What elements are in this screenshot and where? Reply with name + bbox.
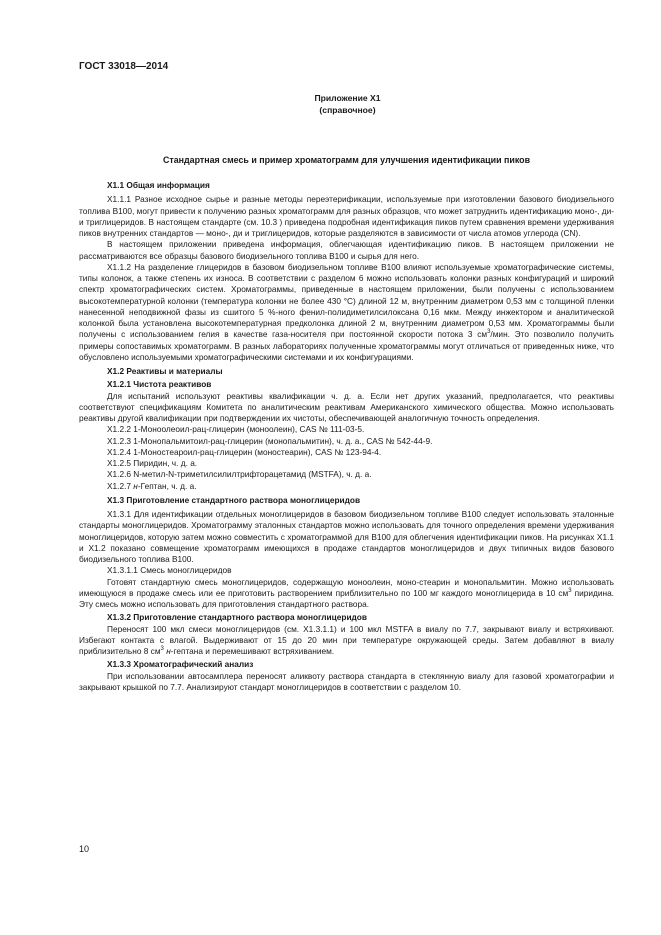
appendix-header <box>0 92 661 116</box>
list-item: Х1.2.5 Пиридин, ч. д. а. <box>107 458 198 468</box>
heading-x1-2: Х1.2 Реактивы и материалы <box>107 366 223 376</box>
list-item: Х1.2.6 N-метил-N-триметилсилилтрифторацетамид (MSTFA), ч. д. а. <box>107 469 372 480</box>
list-item: Х1.2.7 н-Гептан, ч. д. а. <box>107 480 197 491</box>
appendix-type: (справочное) <box>319 105 376 115</box>
list-item: Х1.2.4 1-Моностеароил-рац-глицерин (моностеарин), CAS № 123-94-4. <box>107 446 382 457</box>
heading-x1-1: Х1.1 Общая информация <box>107 180 210 190</box>
paragraph-x1-3-3: При использовании автосамплера переносят аликвоту раствора стандарта в стеклянную виалу для газовой хроматографии и закрывают крышкой по 7.7. Анализируют стандарт моноглицеридов в соответствии с разделом 10. <box>79 670 614 692</box>
document-code: ГОСТ 33018—2014 <box>79 61 169 72</box>
heading-x1-3: Х1.3 Приготовление стандартного раствора моноглицеридов <box>107 494 361 505</box>
paragraph-x1-3-1: Х1.3.1 Для идентификации отдельных моноглицеридов в базовом биодизельном топливе В100 следует использовать эталонные стандарты моноглицеридов. Хроматограмму эталонных стандартов можно использовать для точного определения времени удерживания моноглицеридов, которую затем можно совместить с хроматограммой для В100 для облегчения идентификации пиков. На рисунках Х1.1 и Х1.2 показано совмещение хроматограмм имеющихся в продаже стандартов моноглицеридов и двух типичных видов базового биодизельного топлива В100. <box>79 509 614 564</box>
paragraph-x1-1-note: В настоящем приложении приведена информация, облегчающая идентификацию пиков. В настоящем приложении не рассматриваются все образцы базового биодизельного топлива В100 и сырья для него. <box>79 239 614 261</box>
page-number: 10 <box>79 844 90 854</box>
paragraph-x1-2-1: Для испытаний используют реактивы квалификации ч. д. а. Если нет других указаний, предполагается, что реактивы соответствуют спецификациям Комитета по аналитическим реактивам Американского химического общества. Можно использовать реактивы другой квалификации при подтверждении их чистоты, обеспечивающей аналогичную точность определения. <box>79 390 614 423</box>
heading-x1-3-1-1: Х1.3.1.1 Смесь моноглицеридов <box>107 565 232 576</box>
paragraph-x1-1-2: Х1.1.2 На разделение глицеридов в базовом биодизельном топливе В100 влияют используемые хроматографические системы, типы колонок, а также степень их износа. В соответствии с разделом 6 можно использовать колонки разных конфигураций и широкий спектр хроматографических систем. Хроматограммы, приведенные в настоящем приложении, были получены с использованием высокотемпературной колонки (температура колонки не более 430 °С) длиной 12 м, внутренним диаметром 0,53 мм с толщиной пленки нанесенной неподвижной фазы из сшитого 5 %-ного фенил-полидиметилсилоксана 0,16 мкм. Между инжектором и аналитической колонкой была установлена высокотемпературная предколонка длиной 2 м, внутренним диаметром 0,53 мм. Хроматограммы были получены с использованием гелия в качестве газа-носителя при постоянной скорости потока 3 $см^3$/мин. Это позволило получить примеры сопоставимых хроматограмм. В разных лабораториях полученные хроматограммы могут отличаться от приведенных ниже, что обусловлено используемыми хроматографическими системами и их конфигурациями. <box>79 261 614 362</box>
paragraph-x1-3-1-1: Готовят стандартную смесь моноглицеридов, содержащую моноолеин, моно-стеарин и монопальмитин. Можно использовать имеющуюся в продаже смесь или ее приготовить растворением приблизительно по 100 мг каждого моноглицерида в 10 $см^3$ пиридина. Эту смесь можно использовать для приготовления стандартного раствора. <box>79 576 614 609</box>
heading-x1-3-2: Х1.3.2 Приготовление стандартного раствора моноглицеридов <box>107 612 367 623</box>
appendix-title: Приложение Х1 <box>314 93 381 103</box>
paragraph-x1-3-2: Переносят 100 мкл смеси моноглицеридов (см. Х1.3.1.1) и 100 мкл MSTFA в виалу по 7.7, закрывают виалу и встряхивают. Избегают контакта с влагой. Выдерживают от 15 до 20 мин при температуре окружающей среды. Затем добавляют в виалу приблизительно 8 $см^3$ н-гептана и перемешивают встряхиванием. <box>79 623 614 656</box>
document-body <box>79 178 614 693</box>
heading-x1-2-1: Х1.2.1 Чистота реактивов <box>107 379 212 390</box>
heading-x1-3-3: Х1.3.3 Хроматографический анализ <box>107 659 254 670</box>
list-item: Х1.2.2 1-Моноолеоил-рац-глицерин (моноолеин), CAS № 111-03-5. <box>107 424 365 435</box>
list-item: Х1.2.3 1-Монопальмитоил-рац-глицерин (монопальмитин), ч. д. а., CAS № 542-44-9. <box>107 435 433 446</box>
paragraph-x1-1-1: Х1.1.1 Разное исходное сырье и разные методы переэтерификации, используемые при изготовлении базового биодизельного топлива В100, могут привести к получению разных хроматограмм для разных образцов, что может затруднить идентификацию моно-, ди- и триглицеридов. В настоящем стандарте (см. 10.3 ) приведена подробная идентификация пиков путем сравнения времени удерживания пиков внутренних стандартов — моно-, ди и триглицеридов, которые разделяются в зависимости от числа атомов углерода (CN). <box>79 194 614 238</box>
section-title: Стандартная смесь и пример хроматограмм для улучшения идентификации пиков <box>162 155 531 165</box>
